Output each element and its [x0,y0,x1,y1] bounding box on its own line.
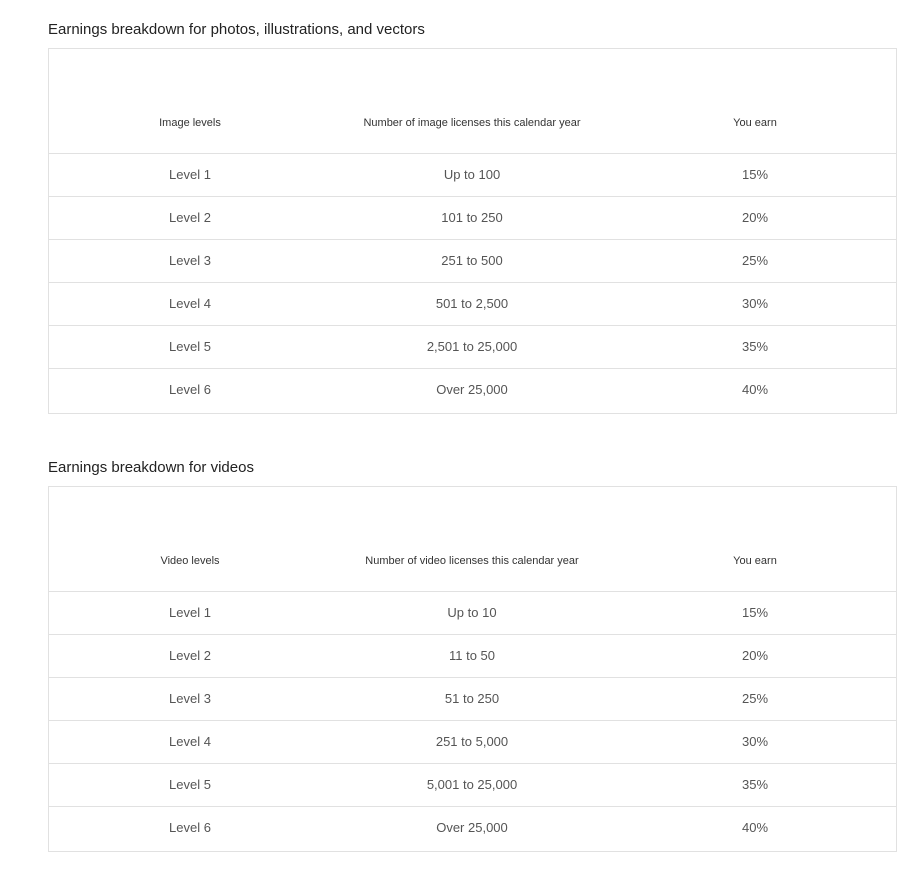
table-row [49,369,896,413]
earn-cell: 35% [741,339,769,354]
table-row [49,240,896,283]
table-row [49,807,896,851]
licenses-cell: 5,001 to 25,000 [426,777,518,792]
image-earnings-table [48,48,897,414]
level-cell: Level 4 [169,296,211,311]
level-cell: Level 3 [169,691,211,706]
table-row [49,721,896,764]
level-cell: Level 6 [169,820,211,835]
level-cell: Level 1 [169,167,211,182]
earn-cell: 25% [741,253,769,268]
header-levels: Video levels [160,555,220,567]
table-row [49,326,896,369]
table-row [49,592,896,635]
licenses-cell: 2,501 to 25,000 [426,339,518,354]
table-row [49,678,896,721]
licenses-cell: 101 to 250 [441,210,503,225]
licenses-cell: 501 to 2,500 [435,296,509,311]
earn-cell: 15% [741,167,769,182]
video-earnings-table [48,486,897,852]
table-header [49,487,896,592]
header-levels: Image levels [159,117,221,129]
header-licenses: Number of image licenses this calendar year [363,117,581,129]
table-row [49,635,896,678]
level-cell: Level 2 [169,648,211,663]
earn-cell: 30% [741,734,769,749]
licenses-cell: Over 25,000 [436,382,508,397]
licenses-cell: 51 to 250 [444,691,500,706]
section-title: Earnings breakdown for videos [48,459,254,476]
earn-cell: 40% [741,382,769,397]
licenses-cell: 251 to 5,000 [435,734,509,749]
licenses-cell: Over 25,000 [436,820,508,835]
earn-cell: 30% [741,296,769,311]
header-earn: You earn [733,117,777,129]
level-cell: Level 4 [169,734,211,749]
table-row [49,197,896,240]
earn-cell: 20% [741,648,769,663]
table-row [49,154,896,197]
earn-cell: 25% [741,691,769,706]
licenses-cell: 11 to 50 [448,648,496,663]
licenses-cell: 251 to 500 [441,253,503,268]
table-row [49,283,896,326]
level-cell: Level 1 [169,605,211,620]
level-cell: Level 3 [169,253,211,268]
table-header [49,49,896,154]
header-licenses: Number of video licenses this calendar year [365,555,579,567]
licenses-cell: Up to 100 [443,167,501,182]
image-earnings-section [48,18,897,397]
section-title: Earnings breakdown for photos, illustrations, and vectors [48,21,425,38]
earn-cell: 15% [741,605,769,620]
level-cell: Level 5 [169,777,211,792]
table-row [49,764,896,807]
earn-cell: 20% [741,210,769,225]
licenses-cell: Up to 10 [447,605,497,620]
earn-cell: 35% [741,777,769,792]
level-cell: Level 2 [169,210,211,225]
level-cell: Level 5 [169,339,211,354]
level-cell: Level 6 [169,382,211,397]
header-earn: You earn [733,555,777,567]
earn-cell: 40% [741,820,769,835]
video-earnings-section [48,456,897,835]
